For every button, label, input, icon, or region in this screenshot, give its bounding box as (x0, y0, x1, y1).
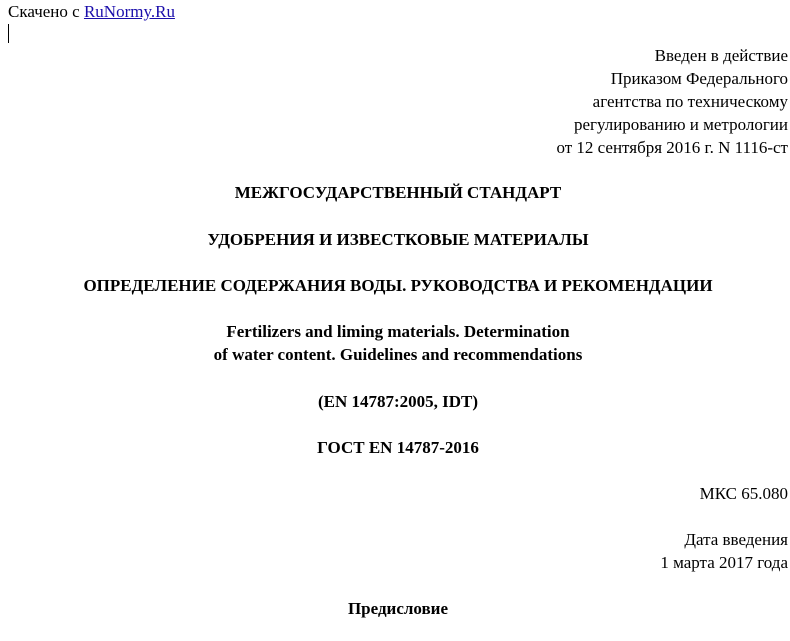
english-title-line-2: of water content. Guidelines and recommendations (213, 345, 583, 364)
download-source-line (8, 0, 175, 23)
foreword-heading: Предисловие (347, 599, 449, 618)
enactment-line: регулированию и метрологии (573, 115, 788, 134)
standard-type-heading: МЕЖГОСУДАРСТВЕННЫЙ СТАНДАРТ (234, 183, 562, 202)
enactment-line: от 12 сентября 2016 г. N 1116-ст (556, 138, 788, 157)
sub-title: ОПРЕДЕЛЕНИЕ СОДЕРЖАНИЯ ВОДЫ. РУКОВОДСТВА И РЕКОМЕНДАЦИИ (83, 276, 713, 295)
runormy-link[interactable]: RuNormy.Ru (83, 2, 175, 21)
download-prefix: Скачено с (8, 2, 84, 21)
english-title-line-1: Fertilizers and liming materials. Determination (226, 322, 570, 341)
enactment-line: Введен в действие (654, 46, 788, 65)
equivalence-designation: (EN 14787:2005, IDT) (317, 392, 479, 411)
enactment-block (556, 44, 788, 159)
introduction-date-label: Дата введения (684, 530, 788, 549)
text-cursor (8, 24, 9, 43)
enactment-line: агентства по техническому (592, 92, 788, 111)
mks-code: МКС 65.080 (699, 484, 788, 503)
enactment-line: Приказом Федерального (610, 69, 788, 88)
main-title: УДОБРЕНИЯ И ИЗВЕСТКОВЫЕ МАТЕРИАЛЫ (207, 230, 589, 249)
introduction-date-value: 1 марта 2017 года (660, 553, 788, 572)
gost-designation: ГОСТ EN 14787-2016 (317, 438, 479, 457)
